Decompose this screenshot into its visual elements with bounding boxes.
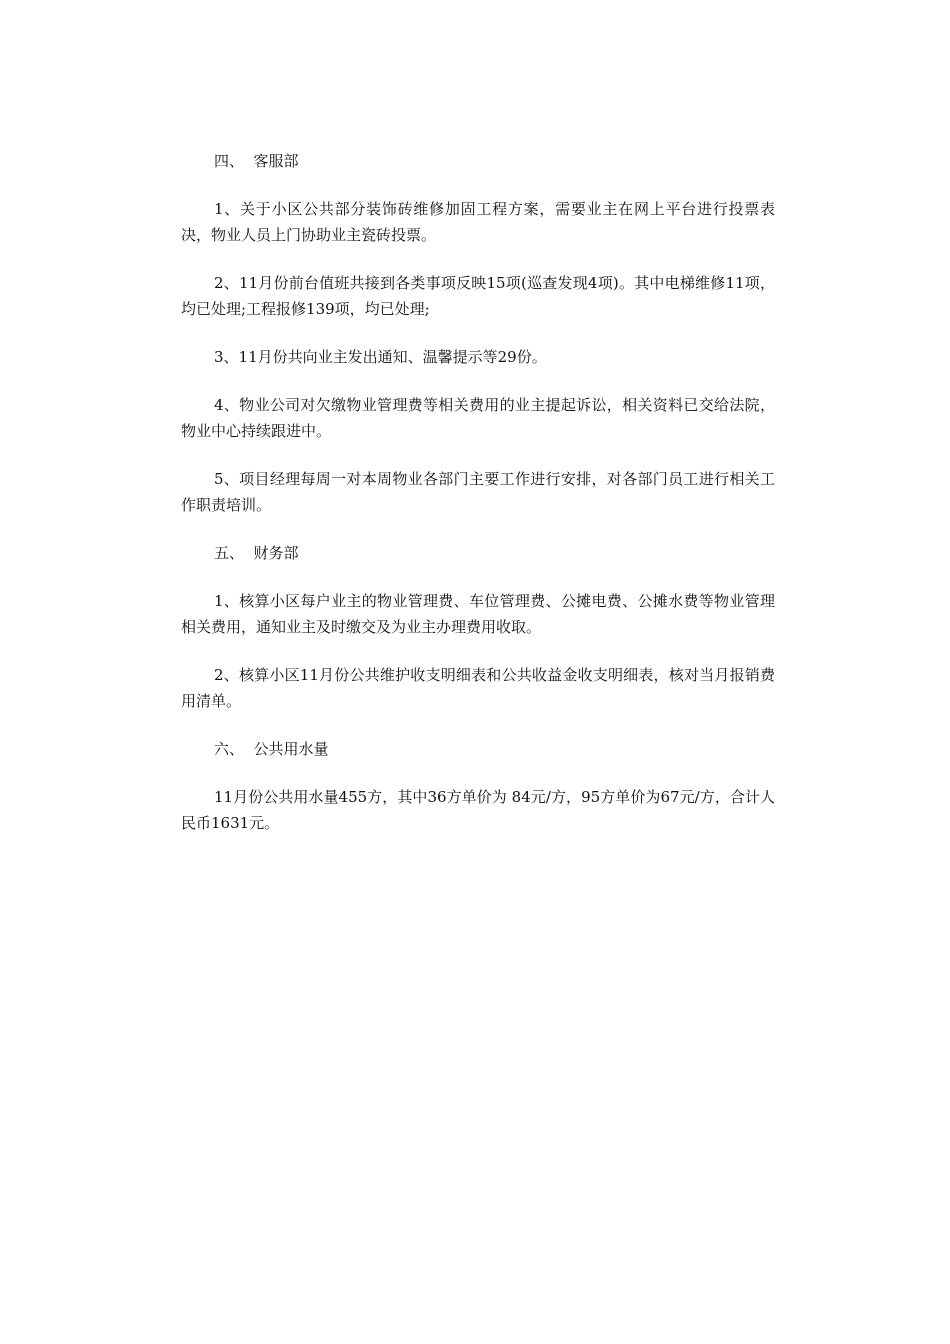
paragraph: 1、关于小区公共部分装饰砖维修加固工程方案，需要业主在网上平台进行投票表决，物业人员上门协助业主瓷砖投票。 [181, 200, 775, 244]
section-heading-customer-service: 四、 客服部 [214, 152, 299, 170]
section-heading-public-water: 六、 公共用水量 [214, 740, 329, 758]
paragraph: 3、11月份共向业主发出通知、温馨提示等29份。 [214, 348, 547, 366]
paragraph: 5、项目经理每周一对本周物业各部门主要工作进行安排，对各部门员工进行相关工作职责培训。 [181, 470, 775, 514]
document-body [181, 148, 775, 858]
paragraph: 11月份公共用水量455方，其中36方单价为 84元/方，95方单价为67元/方，合计人民币1631元。 [181, 788, 775, 832]
section-heading-finance: 五、 财务部 [214, 544, 299, 562]
paragraph: 4、物业公司对欠缴物业管理费等相关费用的业主提起诉讼，相关资料已交给法院，物业中心持续跟进中。 [181, 396, 775, 440]
paragraph: 1、核算小区每户业主的物业管理费、车位管理费、公摊电费、公摊水费等物业管理相关费用，通知业主及时缴交及为业主办理费用收取。 [181, 592, 775, 636]
paragraph: 2、核算小区11月份公共维护收支明细表和公共收益金收支明细表，核对当月报销费用清单。 [181, 666, 775, 710]
paragraph: 2、11月份前台值班共接到各类事项反映15项(巡查发现4项)。其中电梯维修11项，均已处理;工程报修139项，均已处理; [181, 274, 775, 318]
